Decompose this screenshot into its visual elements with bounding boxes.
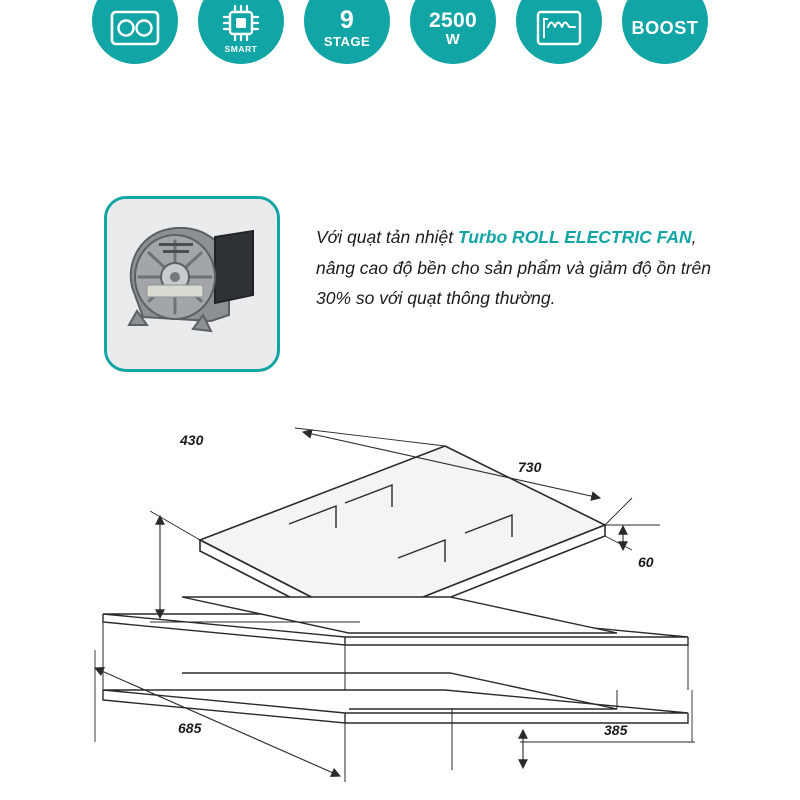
fan-caption-part1: Với quạt tản nhiệt (316, 227, 458, 247)
fan-feature-caption (316, 222, 716, 314)
badge-power-value: 2500 (429, 8, 477, 32)
badge-stage-label: STAGE (323, 34, 371, 49)
badge-stage (304, 0, 390, 64)
dimension-730-label: 730 (518, 459, 542, 475)
dimension-385-label: 385 (604, 722, 628, 738)
dimension-685 (95, 650, 340, 776)
dimension-685-label: 685 (178, 720, 202, 736)
badge-smart-label: SMART (224, 43, 258, 54)
dimension-430 (160, 432, 204, 618)
dimension-60-label: 60 (638, 554, 654, 570)
badge-boost (622, 0, 708, 64)
badge-cooktop-zones (92, 0, 178, 64)
fan-caption-highlight: Turbo ROLL ELECTRIC FAN (457, 227, 692, 247)
fan-image-frame (104, 196, 280, 372)
badge-smart (198, 0, 284, 64)
badge-power-unit: W (445, 30, 461, 48)
hob-dimension-drawing (0, 390, 800, 800)
turbo-roll-electric-fan-photo (107, 199, 271, 363)
fan-caption-part2: , nâng cao độ bền cho sản phẩm và giảm độ ồn trên 30% so với quạt thông thường. (316, 227, 711, 309)
dimension-430-label: 430 (180, 432, 204, 448)
badge-stage-number: 9 (339, 6, 355, 34)
badge-boost-label: BOOST (631, 18, 699, 38)
chip-icon (219, 3, 263, 43)
badge-power (410, 0, 496, 64)
feature-badge-row (0, 0, 800, 74)
badge-power-curve (516, 0, 602, 64)
hob-cutout-frame (103, 597, 688, 782)
fan-feature-block (104, 196, 724, 376)
cooktop-zones-icon (110, 10, 160, 46)
power-curve-icon (535, 9, 583, 47)
